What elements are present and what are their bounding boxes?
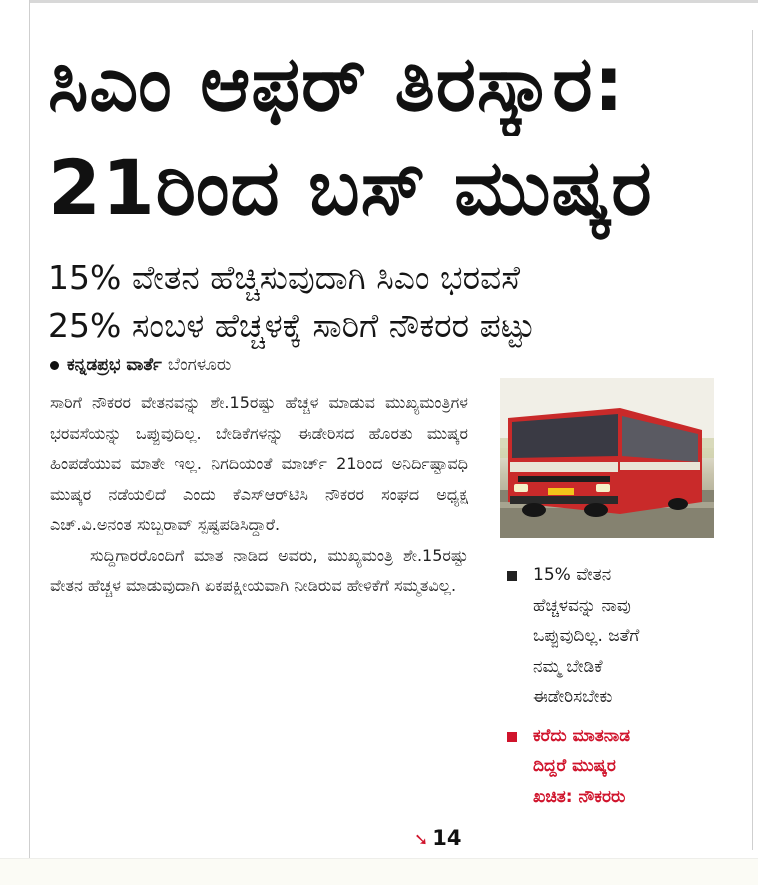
bus-photo-image [500, 378, 714, 538]
subheadline [48, 254, 738, 350]
highlight-item-red [505, 721, 745, 813]
highlight-line: 15% ವೇತನ [533, 565, 612, 585]
jump-arrow-icon: ➘ [414, 830, 429, 850]
left-column-rule [29, 0, 30, 858]
square-bullet-icon [507, 571, 517, 581]
highlight-line: ಒಪ್ಪುವುದಿಲ್ಲ. ಜತೆಗೆ [533, 626, 640, 646]
top-rule [30, 0, 758, 3]
highlights-box [505, 560, 745, 820]
bus-photo [500, 378, 714, 538]
bullet-dot-icon [50, 361, 59, 370]
headline [48, 32, 748, 240]
highlight-line: ಕರೆದು ಮಾತನಾಡ [533, 725, 631, 746]
article-paragraph-1: ಸಾರಿಗೆ ನೌಕರರ ವೇತನವನ್ನು ಶೇ.15ರಷ್ಟು ಹೆಚ್ಚಳ ಮಾಡುವ ಮುಖ್ಯಮಂತ್ರಿಗಳ ಭರವಸೆಯನ್ನು ಒಪ್ಪುವುದಿಲ್ಲ. ಬೇಡಿಕೆಗಳನ್ನು ಈಡೇರಿಸದ ಹೊರತು ಮುಷ್ಕರ ಹಿಂಪಡೆಯುವ ಮಾತೇ ಇಲ್ಲ. ನಿಗದಿಯಂತೆ ಮಾರ್ಚ್ 21ರಿಂದ ಅನಿರ್ದಿಷ್ಟಾವಧಿ ಮುಷ್ಕರ ನಡೆಯಲಿದೆ ಎಂದು ಕೆಎಸ್‌ಆರ್‌ಟಿಸಿ ನೌಕರರ ಸಂಘದ ಅಧ್ಯಕ್ಷ ಎಚ್.ವಿ.ಅನಂತ ಸುಬ್ಬರಾವ್ ಸ್ಪಷ್ಟಪಡಿಸಿದ್ದಾರೆ. [50, 393, 468, 534]
continued-page-number: 14 [432, 826, 462, 850]
article-body [50, 388, 468, 602]
highlight-line: ಈಡೇರಿಸಬೇಕು [533, 687, 613, 707]
highlight-line: ಹೆಚ್ಚಳವನ್ನು ನಾವು [533, 595, 631, 616]
square-bullet-icon [507, 732, 517, 742]
headline-line-1: ಸಿಎಂ ಆಫರ್ ತಿರಸ್ಕಾರ: [48, 39, 625, 128]
page-bottom-band [0, 858, 758, 885]
highlight-item [505, 560, 745, 713]
highlight-line: ದಿದ್ದರೆ ಮುಷ್ಕರ [533, 756, 616, 776]
subheadline-line-1: 15% ವೇತನ ಹೆಚ್ಚಿಸುವುದಾಗಿ ಸಿಎಂ ಭರವಸೆ [48, 258, 521, 297]
article-paragraph-2: ಸುದ್ದಿಗಾರರೊಂದಿಗೆ ಮಾತ ನಾಡಿದ ಅವರು, ಮುಖ್ಯಮಂತ್ರಿ ಶೇ.15ರಷ್ಟು ವೇತನ ಹೆಚ್ಚಳ ಮಾಡುವುದಾಗಿ ಏಕಪಕ್ಷೀಯವಾಗಿ ನೀಡಿರುವ ಹೇಳಿಕೆಗೆ ಸಮ್ಮತವಿಲ್ಲ. [50, 545, 468, 595]
highlight-line: ನಮ್ಮ ಬೇಡಿಕೆ [533, 656, 603, 677]
continued-on-page [414, 826, 461, 850]
byline-agency: ಕನ್ನಡಪ್ರಭ ವಾರ್ತೆ [67, 355, 162, 375]
right-column-rule [752, 30, 753, 850]
subheadline-line-2: 25% ಸಂಬಳ ಹೆಚ್ಚಳಕ್ಕೆ ಸಾರಿಗೆ ನೌಕರರ ಪಟ್ಟು [48, 306, 536, 345]
byline-place: ಬೆಂಗಳೂರು [167, 355, 232, 375]
byline [50, 352, 231, 378]
headline-line-2: 21ರಿಂದ ಬಸ್ ಮುಷ್ಕರ [48, 143, 653, 232]
highlight-line: ಖಚಿತ: ನೌಕರರು [533, 786, 626, 807]
